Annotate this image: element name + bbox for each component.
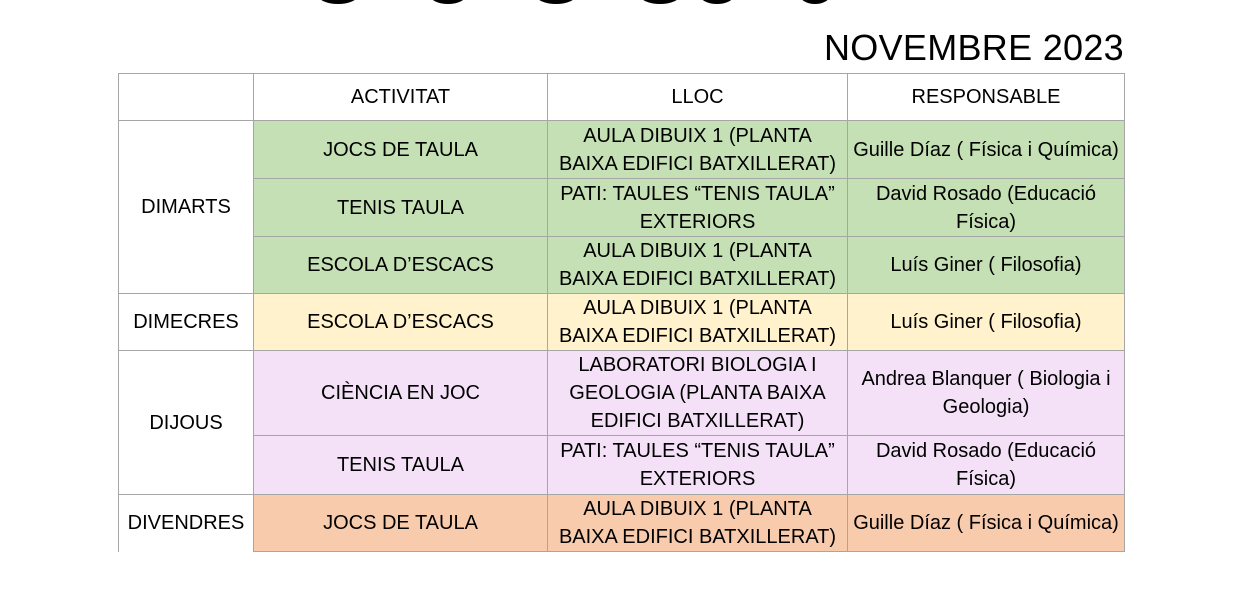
responsible-cell: Luís Giner ( Filosofia) bbox=[848, 237, 1125, 294]
place-cell: AULA DIBUIX 1 (PLANTA BAIXA EDIFICI BATXILLERAT) bbox=[548, 237, 848, 294]
activity-cell: CIÈNCIA EN JOC bbox=[254, 351, 548, 436]
activity-cell: JOCS DE TAULA bbox=[254, 495, 548, 552]
responsible-cell: Andrea Blanquer ( Biologia i Geologia) bbox=[848, 351, 1125, 436]
place-cell: AULA DIBUIX 1 (PLANTA BAIXA EDIFICI BATXILLERAT) bbox=[548, 121, 848, 179]
activity-cell: ESCOLA D’ESCACS bbox=[254, 237, 548, 294]
table-row bbox=[119, 179, 1125, 237]
place-cell: AULA DIBUIX 1 (PLANTA BAIXA EDIFICI BATXILLERAT) bbox=[548, 495, 848, 552]
responsible-cell: Luís Giner ( Filosofia) bbox=[848, 294, 1125, 351]
responsible-cell: David Rosado (Educació Física) bbox=[848, 179, 1125, 237]
column-header-place: LLOC bbox=[548, 74, 848, 121]
activity-schedule-table bbox=[118, 73, 1125, 552]
place-cell: PATI: TAULES “TENIS TAULA” EXTERIORS bbox=[548, 179, 848, 237]
day-label-tuesday: DIMARTS bbox=[119, 121, 254, 294]
place-cell: LABORATORI BIOLOGIA I GEOLOGIA (PLANTA BAIXA EDIFICI BATXILLERAT) bbox=[548, 351, 848, 436]
table-row bbox=[119, 237, 1125, 294]
table-row bbox=[119, 436, 1125, 495]
responsible-cell: David Rosado (Educació Física) bbox=[848, 436, 1125, 495]
place-cell: AULA DIBUIX 1 (PLANTA BAIXA EDIFICI BATXILLERAT) bbox=[548, 294, 848, 351]
responsible-cell: Guille Díaz ( Física i Química) bbox=[848, 495, 1125, 552]
activity-cell: JOCS DE TAULA bbox=[254, 121, 548, 179]
month-title: NOVEMBRE 2023 bbox=[823, 27, 1124, 68]
activity-cell: TENIS TAULA bbox=[254, 179, 548, 237]
place-cell: PATI: TAULES “TENIS TAULA” EXTERIORS bbox=[548, 436, 848, 495]
day-label-wednesday: DIMECRES bbox=[119, 294, 254, 351]
corner-cell bbox=[119, 74, 254, 121]
column-header-responsible: RESPONSABLE bbox=[848, 74, 1125, 121]
table-row bbox=[119, 351, 1125, 436]
clipped-heading-strip bbox=[0, 0, 1241, 6]
table-row bbox=[119, 294, 1125, 351]
responsible-cell: Guille Díaz ( Física i Química) bbox=[848, 121, 1125, 179]
activity-cell: TENIS TAULA bbox=[254, 436, 548, 495]
table-row bbox=[119, 495, 1125, 552]
table-row bbox=[119, 121, 1125, 179]
day-label-thursday: DIJOUS bbox=[119, 351, 254, 495]
table-header-row bbox=[119, 74, 1125, 121]
day-label-friday: DIVENDRES bbox=[119, 495, 254, 552]
activity-cell: ESCOLA D’ESCACS bbox=[254, 294, 548, 351]
column-header-activity: ACTIVITAT bbox=[254, 74, 548, 121]
